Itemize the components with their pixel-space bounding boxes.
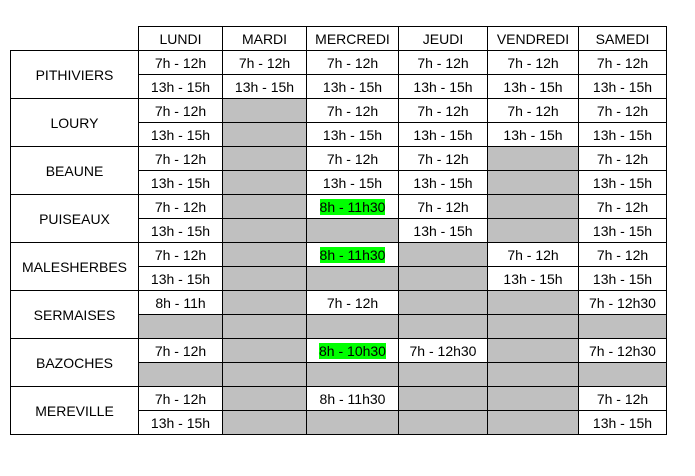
hours-text: 7h - 12h30 [589, 294, 656, 311]
time-slot [307, 171, 399, 195]
hours-text: 13h - 15h [322, 174, 383, 191]
time-slot [307, 195, 399, 219]
hours-text: 13h - 15h [150, 222, 211, 239]
table-row [11, 291, 667, 315]
highlighted-hours: 8h - 10h30 [319, 342, 386, 359]
closed-slot [223, 243, 307, 267]
time-slot [579, 195, 667, 219]
hours-text: 7h - 12h [326, 102, 379, 119]
closed-slot [399, 291, 488, 315]
hours-text: 7h - 12h [507, 54, 559, 71]
hours-text: 7h - 12h [326, 150, 379, 167]
time-slot [579, 339, 667, 363]
table-row [11, 195, 667, 219]
closed-slot [223, 219, 307, 243]
hours-text: 13h - 15h [234, 78, 295, 95]
day-header: LUNDI [139, 27, 223, 51]
time-slot [399, 339, 488, 363]
hours-text: 13h - 15h [322, 78, 383, 95]
time-slot [579, 99, 667, 123]
day-header: MARDI [223, 27, 307, 51]
time-slot [307, 339, 399, 363]
closed-slot [488, 315, 579, 339]
town-name: MALESHERBES [11, 243, 139, 291]
closed-slot [139, 363, 223, 387]
time-slot [399, 123, 488, 147]
time-slot [579, 267, 667, 291]
hours-text: 7h - 12h [596, 54, 649, 71]
hours-text: 7h - 12h [154, 54, 207, 71]
hours-text: 7h - 12h [596, 150, 649, 167]
hours-text: 7h - 12h [326, 54, 379, 71]
hours-text: 7h - 12h [596, 246, 649, 263]
hours-text: 7h - 12h30 [409, 342, 477, 359]
closed-slot [488, 363, 579, 387]
time-slot [488, 75, 579, 99]
schedule-table [10, 26, 667, 435]
hours-text: 7h - 12h [326, 294, 379, 311]
day-header: SAMEDI [579, 27, 667, 51]
hours-text: 7h - 12h [154, 102, 207, 119]
corner-cell [11, 27, 139, 51]
time-slot [399, 51, 488, 75]
time-slot [223, 75, 307, 99]
time-slot [307, 147, 399, 171]
time-slot [488, 123, 579, 147]
time-slot [139, 387, 223, 411]
time-slot [399, 99, 488, 123]
time-slot [579, 75, 667, 99]
time-slot [307, 123, 399, 147]
time-slot [139, 291, 223, 315]
hours-text: 13h - 15h [592, 270, 653, 287]
time-slot [139, 195, 223, 219]
closed-slot [488, 219, 579, 243]
table-row [11, 51, 667, 75]
closed-slot [399, 363, 488, 387]
town-name: BAZOCHES [11, 339, 139, 387]
closed-slot [223, 123, 307, 147]
closed-slot [399, 267, 488, 291]
closed-slot [223, 147, 307, 171]
hours-text: 7h - 12h [154, 342, 207, 359]
hours-text: 13h - 15h [150, 78, 211, 95]
closed-slot [223, 387, 307, 411]
hours-text: 13h - 15h [592, 126, 653, 143]
hours-text: 13h - 15h [413, 78, 473, 95]
time-slot [579, 147, 667, 171]
highlighted-hours: 8h - 11h30 [319, 198, 386, 215]
hours-text: 13h - 15h [150, 270, 211, 287]
time-slot [399, 219, 488, 243]
closed-slot [488, 171, 579, 195]
time-slot [139, 75, 223, 99]
closed-slot [223, 339, 307, 363]
hours-text: 13h - 15h [592, 414, 653, 431]
time-slot [139, 339, 223, 363]
hours-text: 7h - 12h [507, 102, 559, 119]
closed-slot [139, 315, 223, 339]
time-slot [399, 75, 488, 99]
time-slot [307, 243, 399, 267]
time-slot [139, 123, 223, 147]
hours-text: 7h - 12h30 [589, 342, 656, 359]
time-slot [579, 219, 667, 243]
hours-text: 13h - 15h [150, 414, 211, 431]
time-slot [139, 219, 223, 243]
table-row [11, 339, 667, 363]
hours-text: 13h - 15h [322, 126, 383, 143]
hours-text: 13h - 15h [413, 174, 473, 191]
table-row [11, 99, 667, 123]
town-name: BEAUNE [11, 147, 139, 195]
hours-text: 7h - 12h [507, 246, 559, 263]
time-slot [307, 387, 399, 411]
time-slot [307, 75, 399, 99]
hours-text: 7h - 12h [417, 198, 469, 215]
highlighted-hours: 8h - 11h30 [319, 246, 386, 263]
hours-text: 7h - 12h [596, 102, 649, 119]
day-header: JEUDI [399, 27, 488, 51]
closed-slot [488, 339, 579, 363]
time-slot [307, 51, 399, 75]
closed-slot [223, 171, 307, 195]
time-slot [139, 243, 223, 267]
hours-text: 13h - 15h [413, 222, 473, 239]
time-slot [579, 51, 667, 75]
closed-slot [223, 363, 307, 387]
time-slot [139, 147, 223, 171]
hours-text: 13h - 15h [503, 78, 563, 95]
hours-text: 7h - 12h [417, 54, 469, 71]
hours-text: 7h - 12h [154, 246, 207, 263]
closed-slot [488, 147, 579, 171]
hours-text: 7h - 12h [417, 102, 469, 119]
closed-slot [223, 267, 307, 291]
hours-text: 7h - 12h [154, 150, 207, 167]
hours-text: 7h - 12h [154, 198, 207, 215]
hours-text: 7h - 12h [417, 150, 469, 167]
table-row [11, 243, 667, 267]
hours-text: 13h - 15h [150, 174, 211, 191]
time-slot [399, 195, 488, 219]
time-slot [139, 267, 223, 291]
hours-text: 13h - 15h [503, 126, 563, 143]
time-slot [488, 267, 579, 291]
closed-slot [223, 195, 307, 219]
time-slot [307, 99, 399, 123]
town-name: PITHIVIERS [11, 51, 139, 99]
time-slot [399, 147, 488, 171]
day-header: VENDREDI [488, 27, 579, 51]
closed-slot [307, 363, 399, 387]
hours-text: 8h - 11h [155, 294, 206, 311]
time-slot [139, 99, 223, 123]
closed-slot [307, 315, 399, 339]
closed-slot [488, 387, 579, 411]
time-slot [579, 243, 667, 267]
closed-slot [488, 195, 579, 219]
day-header: MERCREDI [307, 27, 399, 51]
hours-text: 7h - 12h [596, 198, 649, 215]
time-slot [579, 291, 667, 315]
time-slot [488, 99, 579, 123]
town-name: MEREVILLE [11, 387, 139, 435]
time-slot [579, 171, 667, 195]
town-name: SERMAISES [11, 291, 139, 339]
closed-slot [223, 99, 307, 123]
closed-slot [223, 411, 307, 435]
time-slot [139, 411, 223, 435]
time-slot [139, 171, 223, 195]
closed-slot [399, 243, 488, 267]
closed-slot [223, 291, 307, 315]
hours-text: 7h - 12h [596, 390, 649, 407]
closed-slot [488, 291, 579, 315]
closed-slot [307, 411, 399, 435]
closed-slot [399, 411, 488, 435]
time-slot [488, 243, 579, 267]
hours-text: 8h - 11h30 [319, 390, 386, 407]
time-slot [307, 291, 399, 315]
hours-text: 13h - 15h [592, 174, 653, 191]
hours-text: 13h - 15h [413, 126, 473, 143]
hours-text: 13h - 15h [150, 126, 211, 143]
closed-slot [399, 315, 488, 339]
closed-slot [488, 411, 579, 435]
closed-slot [307, 267, 399, 291]
hours-text: 13h - 15h [592, 78, 653, 95]
time-slot [223, 51, 307, 75]
town-name: LOURY [11, 99, 139, 147]
closed-slot [307, 219, 399, 243]
time-slot [488, 51, 579, 75]
time-slot [139, 51, 223, 75]
closed-slot [399, 387, 488, 411]
closed-slot [223, 315, 307, 339]
table-row [11, 147, 667, 171]
hours-text: 7h - 12h [154, 390, 207, 407]
time-slot [579, 123, 667, 147]
table-row [11, 387, 667, 411]
hours-text: 13h - 15h [503, 270, 563, 287]
time-slot [579, 387, 667, 411]
time-slot [579, 411, 667, 435]
closed-slot [579, 315, 667, 339]
town-name: PUISEAUX [11, 195, 139, 243]
hours-text: 7h - 12h [238, 54, 291, 71]
time-slot [399, 171, 488, 195]
closed-slot [579, 363, 667, 387]
hours-text: 13h - 15h [592, 222, 653, 239]
header-row [11, 27, 667, 51]
